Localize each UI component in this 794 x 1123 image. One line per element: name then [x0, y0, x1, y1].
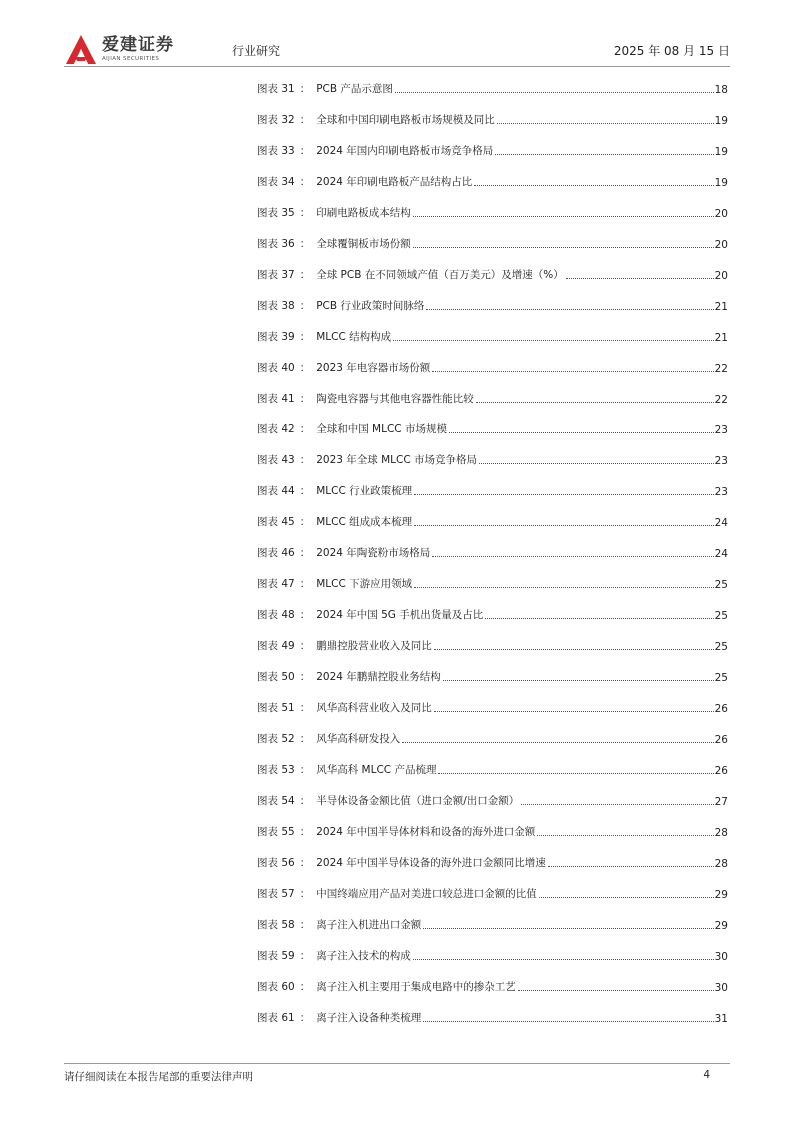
figure-list-item[interactable]	[257, 974, 728, 994]
figure-label: 图表 50	[257, 671, 295, 684]
figure-separator: ：	[299, 268, 311, 281]
figure-separator: ：	[299, 980, 311, 993]
figure-list-item[interactable]	[257, 138, 728, 158]
figure-label: 图表 52	[257, 732, 295, 745]
figure-page-number: 27	[714, 795, 728, 808]
figure-title: 2024 年中国半导体设备的海外进口金额同比增速	[316, 856, 546, 869]
dot-leader	[432, 371, 713, 372]
figure-list-item[interactable]	[257, 881, 728, 901]
figure-page-number: 25	[714, 641, 728, 654]
figure-title: 离子注入技术的构成	[316, 949, 411, 962]
dot-leader	[518, 990, 714, 991]
dot-leader	[393, 340, 714, 341]
figure-separator: ：	[299, 1011, 311, 1024]
dot-leader	[548, 866, 714, 867]
figure-title: MLCC 行业政策梳理	[316, 485, 413, 498]
figure-label: 图表 39	[257, 330, 295, 343]
figure-page-number: 25	[714, 610, 728, 623]
figure-separator: ：	[299, 763, 311, 776]
company-logo	[64, 32, 174, 68]
dot-leader	[413, 959, 714, 960]
figure-list-item[interactable]	[257, 943, 728, 963]
figure-list-item[interactable]	[257, 726, 728, 746]
figure-list-item[interactable]	[257, 540, 728, 560]
dot-leader	[426, 309, 713, 310]
figure-title: 全球和中国 MLCC 市场规模	[316, 423, 447, 436]
figure-list-item[interactable]	[257, 355, 728, 375]
figure-page-number: 23	[714, 455, 728, 468]
dot-leader	[485, 618, 713, 619]
figure-page-number: 23	[714, 424, 728, 437]
dot-leader	[537, 835, 713, 836]
figure-label: 图表 36	[257, 237, 295, 250]
figure-label: 图表 40	[257, 361, 295, 374]
figure-title: 鹏鼎控股营业收入及同比	[316, 640, 432, 653]
figure-label: 图表 48	[257, 609, 295, 622]
dot-leader	[474, 185, 713, 186]
logo-english-name: AIJIAN SECURITIES	[102, 56, 160, 63]
dot-leader	[476, 402, 714, 403]
figure-label: 图表 58	[257, 918, 295, 931]
figure-label: 图表 33	[257, 144, 295, 157]
figure-label: 图表 54	[257, 794, 295, 807]
dot-leader	[423, 928, 713, 929]
figure-list-item[interactable]	[257, 509, 728, 529]
figure-list-item[interactable]	[257, 788, 728, 808]
figure-title: 2024 年鹏鼎控股业务结构	[316, 671, 441, 684]
figure-list-item[interactable]	[257, 200, 728, 220]
logo-chinese-name: 爱建证券	[102, 35, 174, 56]
figure-list-item[interactable]	[257, 447, 728, 467]
figure-title: PCB 产品示意图	[316, 83, 393, 95]
figure-title: PCB 行业政策时间脉络	[316, 299, 425, 312]
figure-label: 图表 55	[257, 825, 295, 838]
figure-list-item[interactable]	[257, 293, 728, 313]
figure-label: 图表 56	[257, 856, 295, 869]
figure-title: 全球和中国印刷电路板市场规模及同比	[316, 113, 495, 126]
figure-separator: ：	[299, 237, 311, 250]
figure-label: 图表 57	[257, 887, 295, 900]
figure-separator: ：	[299, 856, 311, 869]
figure-separator: ：	[299, 392, 311, 405]
page-number: 4	[703, 1069, 710, 1081]
figure-page-number: 20	[714, 238, 728, 251]
figure-label: 图表 41	[257, 392, 295, 405]
figure-label: 图表 37	[257, 268, 295, 281]
figure-title: 离子注入设备种类梳理	[316, 1011, 422, 1024]
figure-title: MLCC 组成成本梳理	[316, 516, 413, 529]
figure-list-item[interactable]	[257, 169, 728, 189]
figure-list-item[interactable]	[257, 664, 728, 684]
figure-separator: ：	[299, 330, 311, 343]
figure-label: 图表 31	[257, 83, 295, 95]
dot-leader	[521, 804, 713, 805]
figure-label: 图表 45	[257, 516, 295, 529]
figure-title: 离子注入机主要用于集成电路中的掺杂工艺	[316, 980, 516, 993]
figure-list-item[interactable]	[257, 695, 728, 715]
figure-page-number: 19	[714, 114, 728, 127]
figure-label: 图表 32	[257, 113, 295, 126]
figure-list-item[interactable]	[257, 757, 728, 777]
figure-title: 2023 年全球 MLCC 市场竞争格局	[316, 454, 478, 467]
figure-label: 图表 61	[257, 1011, 295, 1024]
figure-page-number: 18	[714, 84, 728, 96]
dot-leader	[495, 154, 713, 155]
figure-title: 风华高科 MLCC 产品梳理	[316, 763, 437, 776]
figure-title: 风华高科研发投入	[316, 732, 401, 745]
dot-leader	[432, 556, 713, 557]
figure-title: 全球 PCB 在不同领域产值（百万美元）及增速（%）	[316, 268, 564, 281]
dot-leader	[566, 278, 714, 279]
figure-title: 陶瓷电容器与其他电容器性能比较	[316, 392, 474, 405]
figure-separator: ：	[299, 949, 311, 962]
figure-page-number: 21	[714, 300, 728, 313]
figure-label: 图表 47	[257, 578, 295, 591]
dot-leader	[395, 92, 714, 93]
figure-list-item[interactable]	[257, 107, 728, 127]
figure-title: 中国终端应用产品对美进口较总进口金额的比值	[316, 887, 537, 900]
figure-page-number: 24	[714, 517, 728, 530]
figure-separator: ：	[299, 918, 311, 931]
figure-page-number: 19	[714, 145, 728, 158]
dot-leader	[414, 525, 714, 526]
figure-page-number: 19	[714, 176, 728, 189]
figure-separator: ：	[299, 83, 311, 95]
figure-separator: ：	[299, 887, 311, 900]
dot-leader	[413, 216, 714, 217]
report-category: 行业研究	[232, 44, 281, 58]
dot-leader	[434, 711, 714, 712]
aijian-logo-icon	[64, 33, 98, 67]
figure-title: 2024 年中国 5G 手机出货量及占比	[316, 609, 484, 622]
figure-label: 图表 44	[257, 485, 295, 498]
figure-page-number: 22	[714, 362, 728, 375]
figure-list-item[interactable]	[257, 386, 728, 406]
figure-label: 图表 34	[257, 175, 295, 188]
dot-leader	[539, 897, 714, 898]
figure-page-number: 29	[714, 919, 728, 932]
figure-page-number: 30	[714, 950, 728, 963]
dot-leader	[414, 494, 714, 495]
figure-page-number: 22	[714, 393, 728, 406]
figure-label: 图表 43	[257, 454, 295, 467]
figure-list-item[interactable]	[257, 478, 728, 498]
figure-list-item[interactable]	[257, 602, 728, 622]
figure-page-number: 20	[714, 269, 728, 282]
figure-label: 图表 35	[257, 206, 295, 219]
figure-list-item[interactable]	[257, 912, 728, 932]
figure-separator: ：	[299, 144, 311, 157]
figure-list-item[interactable]	[257, 571, 728, 591]
figure-page-number: 30	[714, 981, 728, 994]
figure-title: 2023 年电容器市场份额	[316, 361, 431, 374]
figure-label: 图表 49	[257, 640, 295, 653]
figure-title: 全球覆铜板市场份额	[316, 237, 411, 250]
figure-title: MLCC 结构构成	[316, 330, 392, 343]
dot-leader	[443, 680, 714, 681]
figure-separator: ：	[299, 609, 311, 622]
figure-separator: ：	[299, 671, 311, 684]
dot-leader	[438, 773, 713, 774]
figure-separator: ：	[299, 516, 311, 529]
figure-separator: ：	[299, 299, 311, 312]
figure-page-number: 28	[714, 857, 728, 870]
figure-title: 2024 年国内印刷电路板市场竞争格局	[316, 144, 494, 157]
figure-page-number: 29	[714, 888, 728, 901]
dot-leader	[423, 1021, 713, 1022]
figure-page-number: 31	[714, 1012, 728, 1025]
figure-label: 图表 38	[257, 299, 295, 312]
figure-title: 印刷电路板成本结构	[316, 206, 411, 219]
figure-page-number: 28	[714, 826, 728, 839]
figure-title: 风华高科营业收入及同比	[316, 702, 432, 714]
figure-title: 2024 年中国半导体材料和设备的海外进口金额	[316, 825, 536, 838]
dot-leader	[449, 432, 714, 433]
figure-label: 图表 51	[257, 702, 295, 714]
page-header	[64, 28, 730, 68]
figure-title: 离子注入机进出口金额	[316, 918, 422, 931]
header-divider	[64, 66, 730, 67]
figure-page-number: 25	[714, 579, 728, 592]
figure-page-number: 21	[714, 331, 728, 344]
figure-separator: ：	[299, 825, 311, 838]
figure-page-number: 20	[714, 207, 728, 220]
figure-title: 2024 年陶瓷粉市场格局	[316, 547, 431, 560]
figure-separator: ：	[299, 640, 311, 653]
figure-label: 图表 46	[257, 547, 295, 560]
figure-page-number: 26	[714, 764, 728, 777]
figure-list-item[interactable]	[257, 76, 728, 96]
figure-page-number: 23	[714, 486, 728, 499]
dot-leader	[497, 123, 714, 124]
figure-separator: ：	[299, 547, 311, 560]
dot-leader	[402, 742, 713, 743]
figure-title: MLCC 下游应用领域	[316, 578, 413, 591]
footer-divider	[64, 1063, 730, 1064]
report-date: 2025 年 08 月 15 日	[613, 44, 730, 58]
figure-separator: ：	[299, 578, 311, 591]
figure-separator: ：	[299, 732, 311, 745]
figure-page-number: 26	[714, 733, 728, 746]
figure-list-item[interactable]	[257, 262, 728, 282]
figure-list-item[interactable]	[257, 819, 728, 839]
figure-list-item[interactable]	[257, 1005, 728, 1025]
figure-page-number: 25	[714, 672, 728, 685]
figure-list-item[interactable]	[257, 231, 728, 251]
dot-leader	[479, 463, 714, 464]
legal-disclaimer: 请仔细阅读在本报告尾部的重要法律声明	[64, 1071, 253, 1083]
figure-separator: ：	[299, 454, 311, 467]
figure-label: 图表 42	[257, 423, 295, 436]
figure-title: 半导体设备金额比值（进口金额/出口金额）	[316, 794, 520, 807]
dot-leader	[434, 649, 714, 650]
figure-page-number: 24	[714, 548, 728, 561]
figure-separator: ：	[299, 175, 311, 188]
figure-page-number: 26	[714, 703, 728, 715]
figure-label: 图表 60	[257, 980, 295, 993]
dot-leader	[413, 247, 714, 248]
figure-label: 图表 53	[257, 763, 295, 776]
figure-separator: ：	[299, 113, 311, 126]
figure-list-item[interactable]	[257, 633, 728, 653]
figure-separator: ：	[299, 794, 311, 807]
figure-separator: ：	[299, 423, 311, 436]
figure-list-item[interactable]	[257, 850, 728, 870]
figure-separator: ：	[299, 485, 311, 498]
dot-leader	[414, 587, 714, 588]
figure-separator: ：	[299, 361, 311, 374]
figure-separator: ：	[299, 206, 311, 219]
figure-title: 2024 年印刷电路板产品结构占比	[316, 175, 473, 188]
figure-label: 图表 59	[257, 949, 295, 962]
figure-separator: ：	[299, 702, 311, 714]
figure-list-item[interactable]	[257, 324, 728, 344]
figure-list-item[interactable]	[257, 416, 728, 436]
